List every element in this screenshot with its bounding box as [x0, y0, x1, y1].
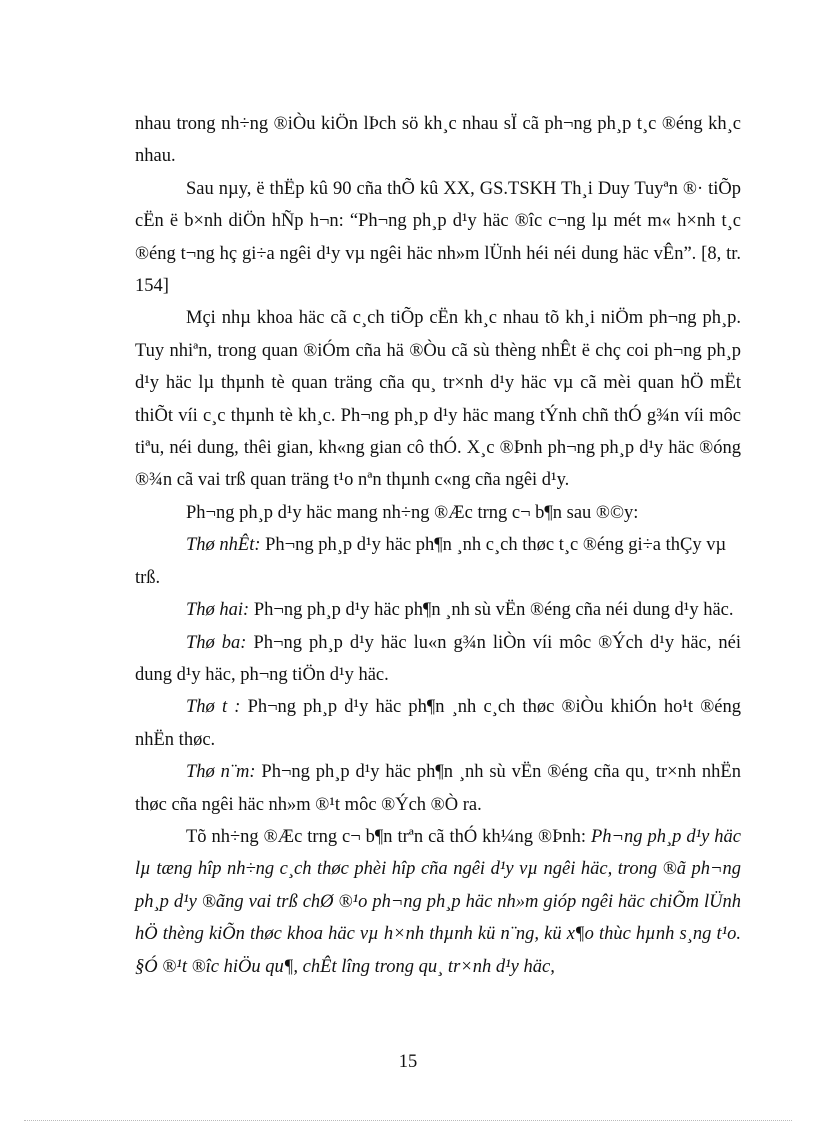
list-item: [135, 627, 741, 692]
list-item: [135, 691, 741, 756]
paragraph: [135, 821, 741, 983]
paragraph-intro: Tõ nh÷ng ®Æc trng c¬ b¶n trªn cã thÓ kh¼ng ®Þnh:: [186, 826, 591, 847]
list-item-text: Ph¬ng ph¸p d¹y häc ph¶n ¸nh c¸ch thøc ®iÒu khiÓn ho¹t ®éng nhËn thøc.: [135, 697, 741, 750]
paragraph: Mçi nhµ khoa häc cã c¸ch tiÕp cËn kh¸c nhau tõ kh¸i niÖm ph¬ng ph¸p. Tuy nhiªn, trong quan ®iÓm cña hä ®Òu cã sù thèng nhÊt ë chç coi ph¬ng ph¸p d¹y häc lµ thµnh tè quan träng cña qu¸ tr×nh d¹y häc vµ cã mèi quan hÖ mËt thiÕt víi c¸c thµnh tè kh¸c. Ph¬ng ph¸p d¹y häc mang tÝnh chñ thÓ g¾n víi môc tiªu, néi dung, thêi gian, kh«ng gian cô thÓ. X¸c ®Þnh ph¬ng ph¸p d¹y häc ®óng ®¾n cã vai trß quan träng t¹o nªn thµnh c«ng cña ngêi d¹y.: [135, 308, 741, 491]
body-text: [135, 108, 741, 983]
list-item-lead: Thø t :: [186, 697, 241, 718]
list-item: [135, 529, 741, 594]
list-item-text: Ph¬ng ph¸p d¹y häc lu«n g¾n liÒn víi môc ®Ých d¹y häc, néi dung d¹y häc, ph¬ng tiÖn d¹y häc.: [135, 632, 742, 685]
paragraph: Sau nµy, ë thËp kû 90 cña thÕ kû XX, GS.TSKH Th¸i Duy Tuyªn ®· tiÕp cËn ë b×nh diÖn hÑp h¬n: “Ph¬ng ph¸p d¹y häc ®îc c¬ng lµ mét m« h×nh t¸c ®éng t¬ng hç gi÷a ngêi d¹y vµ ngêi häc nh»m lÜnh héi néi dung häc vÊn”. [8, tr. 154]: [135, 178, 741, 297]
page-bottom-divider: [24, 1120, 792, 1121]
list-item-text: Ph¬ng ph¸p d¹y häc ph¶n ¸nh sù vËn ®éng cña qu¸ tr×nh nhËn thøc cña ngêi häc nh»m ®¹t môc ®Ých ®Ò ra.: [135, 762, 741, 815]
definition-italic: Ph¬ng ph¸p d¹y häc lµ tæng hîp nh÷ng c¸ch thøc phèi hîp cña ngêi d¹y vµ ngêi häc, trong ®ã ph¬ng ph¸p d¹y ®ãng vai trß chØ ®¹o ph¬ng ph¸p häc nh»m gióp ngêi häc chiÕm lÜnh hÖ thèng kiÕn thøc khoa häc vµ h×nh thµnh kü n¨ng, kü x¶o thùc hµnh s¸ng t¹o. §Ó ®¹t ®îc hiÖu qu¶, chÊt lîng trong qu¸ tr×nh d¹y häc,: [135, 826, 742, 977]
list-item-text: Ph¬ng ph¸p d¹y häc ph¶n ¸nh c¸ch thøc t¸c ®éng gi÷a thÇy vµ trß.: [135, 535, 727, 588]
list-item: [135, 756, 741, 821]
paragraph: nhau trong nh÷ng ®iÒu kiÖn lÞch sö kh¸c nhau sÏ cã ph¬ng ph¸p t¸c ®éng kh¸c nhau.: [135, 114, 741, 167]
list-item: [135, 594, 741, 626]
list-item-lead: Thø hai:: [186, 600, 250, 621]
list-item-text: Ph¬ng ph¸p d¹y häc ph¶n ¸nh sù vËn ®éng cña néi dung d¹y häc.: [249, 600, 734, 621]
list-item-lead: Thø n¨m:: [186, 762, 256, 783]
paragraph: Ph¬ng ph¸p d¹y häc mang nh÷ng ®Æc trng c¬ b¶n sau ®©y:: [186, 502, 639, 523]
list-item-lead: Thø nhÊt:: [186, 535, 261, 556]
list-item-lead: Thø ba:: [186, 632, 247, 653]
page-number: 15: [398, 1052, 418, 1072]
